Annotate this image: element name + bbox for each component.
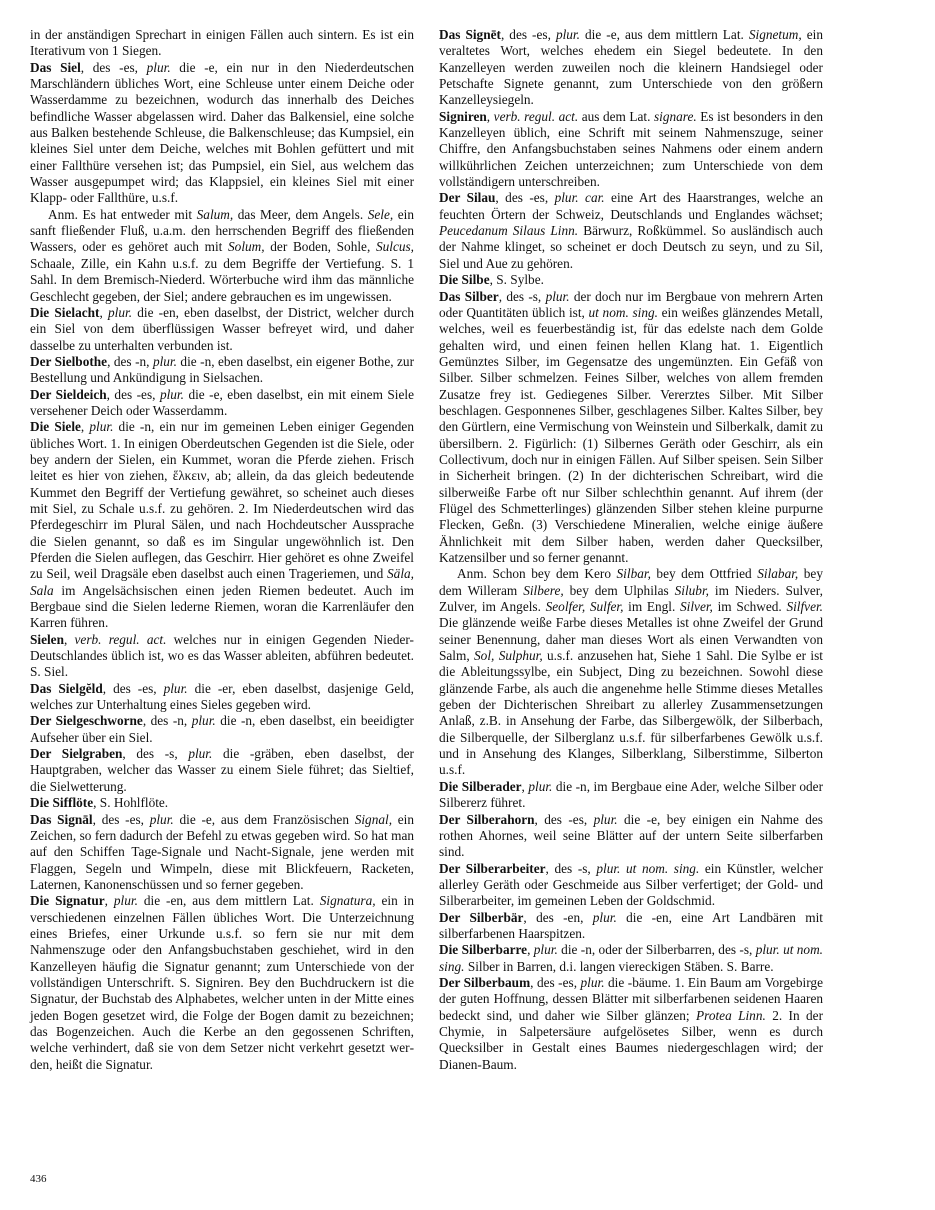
italic-term: Silbere, [523, 582, 564, 598]
headword: Der Silberahorn [439, 811, 535, 827]
right-column [439, 27, 823, 1073]
dictionary-entry [30, 632, 414, 681]
headword: Der Silau [439, 190, 496, 206]
entry-text: die -en, eben daselbst, der District, welcher durch ein Siel von dem überflüssigen Wasser befreyet wird, und daher dasselbe zu unterhalten verbunden ist. [30, 304, 414, 353]
entry-text: bey dem Willeram [439, 566, 823, 598]
italic-term: plur. [108, 304, 133, 320]
italic-term: plur. [191, 713, 216, 729]
italic-term: Peucedanum Silaus Linn. [439, 223, 579, 239]
italic-term: plur. [528, 778, 553, 794]
italic-term: plur. [159, 386, 184, 402]
headword: Das Siel [30, 59, 81, 75]
dictionary-entry [30, 419, 414, 631]
entry-text: , S. Hohlflöte. [93, 795, 169, 811]
entry-text: die -en, aus dem mittlern Lat. [137, 893, 320, 909]
italic-term: Silabar, [757, 566, 799, 582]
dictionary-entry [30, 387, 414, 420]
entry-text: die -gräben, eben daselbst, der Hauptgraben, welcher das Wasser zu einem Siele führet; das Sieltief, die Sielwetterung. [30, 746, 414, 794]
dictionary-entry [30, 795, 414, 811]
entry-text: , S. Sylbe. [489, 272, 544, 288]
entry-text: ein veraltetes Wort, welches ehedem ein Siegel bedeutete. In den Kanzelleyen werden zuweilen noch die kleinern Handsiegel oder Petschafte Signete genannt, zum Unterschiede von den größern Kanzelleysiegeln. [439, 27, 823, 108]
dictionary-entry [439, 779, 823, 812]
entry-text: , des -es, [102, 680, 164, 696]
italic-term: Signatura, [319, 893, 376, 909]
headword: Das Signēt [439, 27, 501, 42]
entry-text: , [104, 893, 114, 909]
italic-term: Salum, [196, 206, 234, 222]
dictionary-entry [439, 272, 823, 288]
entry-text: , des -n, [107, 353, 153, 369]
entry-text: ein sanft fließender Fluß, u.a.m. den herrschenden Begriff des fließenden Wassers, oder es gehöret auch mit [30, 206, 414, 255]
headword: Die Silbe [439, 272, 490, 288]
entry-text: die -e, aus dem Französischen [173, 811, 355, 827]
entry-text: , des -es, [500, 27, 556, 42]
dictionary-entry [30, 305, 414, 354]
italic-term: Silbar, [616, 566, 651, 582]
italic-term: Sele, [367, 206, 394, 222]
entry-text: die -n, ein nur im gemeinen Leben einiger Gegenden übliches Wort. 1. In einigen Oberdeutschen Gegenden ist die Siele, oder bey andern der Sielen, ein Kummet, woran die Pferde ziehen. Frisch leitet es hier von ziehen, ἕλκειν, ab; allein, da das gleich bedeutende Kummet den Begriff der Vertiefung gewähret, so scheinet auch dieses mit Siel, zu Schale u.s.f. zu gehören. 2. Im Niederdeutschen wird das Pferdegeschirr im Plural Sälen, und nach Hochdeutscher Aussprache die Sielen genannt, so daß es im Singular ungewöhnlich ist. Den Pferden die Sielen auflegen, das Geschirr. Hier gehöret es ohne Zweifel zu Seil, weil Dragsäle eben daselbst auch einen Trageriemen, und [30, 419, 414, 582]
entry-text: , des -s, [498, 288, 546, 304]
entry-text: im Angelsächsischen einen jeden Riemen bedeutet. Auch im Bergbaue sind die Sielen lederne Riemen, woran die Karrenläufer den Karren führen. [30, 582, 414, 631]
entry-text: Bärwurz, Roßkümmel. So ausländisch auch der Nahme klinget, so scheinet er doch Deutsch zu seyn, und zu Sil, Siel und Aue zu gehören. [439, 223, 823, 271]
entry-text: , des -en, [523, 909, 593, 925]
entry-text: Es ist besonders in den Kanzelleyen üblich, eine Schrift mit seinem Nahmenszuge, seiner Chiffre, den Anfangsbuchstaben seines Nahmens oder einem andern willkührlichen Zeichen unterzeichnen; zum Unterschiede von dem vollständigern unterschreiben. [439, 108, 823, 190]
dictionary-entry [439, 27, 823, 109]
entry-text: ein in verschiedenen einzelnen Fällen übliches Wort. Die Unterzeichnung eines Briefes, einer Urkunde u.s.f. so fern sie nur mit dem Nahmenszuge oder den Anfangsbuchstaben geschiehet, wird in den Kanzelleyen häufig die Signatur genannt; zum Unterschiede von der vollständigen Unterschrift. S. Signiren. Bey den Buchdruckern ist die Signatur, der Buchstab des Alphabetes, welcher unten in der Mitte eines jeden Bogen gesetzet wird, die Folge der Bogen damit zu bezeichnen; das Bogenzeichen. Auch die Kerbe an den gegossenen Schriften, welche verhindert, daß sie von dem Setzer nicht verkehrt gesetzt werden, heißt die Signatur. [30, 893, 414, 1072]
headword: Sielen [30, 631, 64, 647]
entry-text: ein Zeichen, so fern dadurch der Befehl zu etwas gegeben wird. So hat man auf den Schiffen Tage-Signale und Nacht-Signale, jene werden mit Flaggen, Segeln und Wimpeln, diese mit Blickfeuern, Racketen, Laternen, Kanonenschüssen und so ferner gegeben. [30, 811, 415, 892]
headword: Signiren [439, 108, 487, 124]
italic-term: plur. [188, 746, 213, 762]
italic-term: Sulcus, [375, 239, 414, 255]
italic-term: plur. [149, 811, 174, 827]
italic-term: Silfver. [786, 599, 823, 615]
italic-term: plur. [545, 288, 570, 304]
headword: Der Sielbothe [30, 353, 108, 369]
dictionary-entry [439, 861, 823, 910]
dictionary-entry [439, 942, 823, 975]
headword: Das Signāl [30, 811, 93, 827]
entry-text: der doch nur im Bergbaue von mehrern Arten oder Quantitäten üblich ist, [439, 288, 823, 320]
dictionary-entry [30, 893, 414, 1073]
italic-term: Protea Linn. [696, 1007, 766, 1023]
headword: Der Silberbaum [439, 974, 531, 990]
entry-text: , des -es, [495, 190, 555, 206]
entry-text: im Schwed. [712, 599, 787, 615]
entry-text: die -e, eben daselbst, ein mit einem Siele versehener Deich oder Wasserdamm. [30, 386, 414, 418]
entry-text: aus dem Lat. [578, 108, 654, 124]
entry-text: die -n, eben daselbst, ein beeidigter Aufseher über ein Siel. [30, 713, 414, 745]
entry-text: , [99, 304, 108, 320]
dictionary-entry [439, 975, 823, 1073]
dictionary-entry [30, 746, 414, 795]
italic-term: ut nom. sing. [588, 304, 658, 320]
italic-term: verb. regul. act. [74, 631, 167, 647]
headword: Der Sieldeich [30, 386, 107, 402]
left-column [30, 27, 414, 1073]
italic-term: plur. [580, 974, 605, 990]
entry-text: 2. In der Chymie, in Salpetersäure aufgelösetes Silber, wenn es durch Quecksilber in Gestalt eines Baumes niedergeschlagen wird; der Dianen-Baum. [439, 1007, 823, 1072]
italic-term: Signal, [354, 811, 393, 827]
annotation-paragraph [30, 207, 414, 305]
italic-term: Solum, [228, 239, 265, 255]
italic-term: plur. [113, 893, 138, 909]
italic-term: plur. [146, 59, 171, 75]
entry-text: die -bäume. 1. Ein Baum am Vorgebirge der guten Hoffnung, dessen Blätter mit silberfarbenen seidenen Haaren bedeckt sind, und daher wie Silber glänzen; [439, 974, 823, 1023]
dictionary-entry [30, 812, 414, 894]
headword: Das Silber [439, 288, 499, 304]
headword: Der Silberbär [439, 909, 524, 925]
entry-text: , des -es, [80, 59, 147, 75]
headword: Der Sielgeschworne [30, 713, 143, 729]
headword: Die Silberbarre [439, 942, 528, 958]
entry-text: , [486, 108, 494, 124]
italic-term: plur. [533, 942, 558, 958]
headword: Die Sielacht [30, 304, 100, 320]
italic-term: plur. ut nom. sing. [439, 942, 824, 974]
italic-term: signare. [653, 108, 697, 124]
dictionary-entry [30, 681, 414, 714]
italic-term: Silubr, [674, 582, 709, 598]
headword: Die Signatur [30, 893, 105, 909]
dictionary-entry [439, 109, 823, 191]
entry-text: Anm. Schon bey dem Kero [457, 566, 617, 582]
dictionary-entry [30, 713, 414, 746]
italic-term: plur. [593, 811, 618, 827]
entry-text: , des -s, [545, 860, 597, 876]
entry-text: Anm. Es hat entweder mit [48, 206, 197, 222]
entry-text: , des -s, [122, 746, 189, 762]
entry-text: Die glänzende weiße Farbe dieses Metalles ist ohne Zweifel der Grund seiner Benennung, daher man dieses Wort als einen Verwandten von Salm, [439, 615, 823, 664]
entry-text: ein Künstler, welcher allerley Geräth oder Geschmeide aus Silber verfertiget; der Gold- und Silberarbeiter, im gemeinen Leben der Goldschmid. [439, 860, 824, 909]
italic-term: Sol, Sulphur, [474, 648, 543, 664]
entry-text: im Engl. [623, 599, 681, 615]
entry-text: der Boden, Sohle, [264, 239, 376, 255]
italic-term: plur. car. [554, 190, 605, 206]
page-number: 436 [30, 1173, 47, 1185]
entry-text: die -en, eine Art Landbären mit silberfarbenen Haarspitzen. [439, 909, 823, 941]
entry-text: , [521, 778, 529, 794]
entry-text: , [80, 419, 90, 435]
entry-text: die -n, eben daselbst, ein eigener Bothe, zur Bestellung und Ankündigung in Sielsachen. [30, 353, 414, 386]
italic-term: plur. [163, 680, 188, 696]
headword: Die Sifflöte [30, 795, 94, 811]
entry-text: , des -es, [530, 974, 581, 990]
entry-text: Schaale, Zille, ein Kahn u.s.f. zu dem Begriffe der Vertiefung. S. 1 Sahl. In dem Bremisch-Niederd. Wörterbuche wird ihm das männliche Geschlecht gegeben, der Siel; andere gebrauchen es im ungewissen. [30, 255, 414, 304]
headword: Die Siele [30, 419, 81, 435]
entry-text: , des -es, [106, 386, 160, 402]
entry-text: , des -es, [92, 811, 150, 827]
headword: Die Silberader [439, 778, 522, 794]
entry-text: die -e, bey einigen ein Nahme des rothen Ahornes, weil seine Blätter auf der untern Seite silberfarben sind. [439, 811, 823, 860]
entry-text: , des -es, [534, 811, 594, 827]
entry-text: bey dem Ulphilas [563, 582, 675, 598]
entry-text: , [63, 631, 75, 647]
dictionary-entry [439, 812, 823, 861]
entry-text: u.s.f. anzusehen hat, Siehe 1 Sahl. Die Sylbe er ist die Ableitungssylbe, ein Subject, Ding zu bezeichnen. Sowohl diese glänzende Farbe, als auch die angenehme helle Stimme dieses Metalles geben der Dichterischen Shreibart zu allerley Zusammensetzungen Anlaß, z.B. in Ansehung der Farbe, das Silbergewölk, der Silberbach, die Silberquelle, der Silberglanz u.s.f. für silberfarbenes Gewölk u.s.f. und in Ansehung des Klanges, Silberklang, Silberstimme, Silberton u.s.f. [439, 648, 823, 778]
dictionary-entry [30, 354, 414, 387]
dictionary-entry [30, 27, 414, 60]
dictionary-entry [439, 289, 823, 567]
headword: Das Sielgĕld [30, 680, 103, 696]
entry-text: im Nieders. Sulver, Zulver, im Angels. [439, 582, 823, 615]
dictionary-entry [439, 190, 823, 272]
entry-text: die -er, eben daselbst, dasjenige Geld, welches zur Unterhaltung eines Sieles gegeben wird. [30, 680, 414, 713]
italic-term: Signetum, [748, 27, 802, 42]
entry-text: Silber in Barren, d.i. langen viereckigen Stäben. S. Barre. [464, 958, 774, 974]
dictionary-entry [439, 910, 823, 943]
entry-text: das Meer, dem Angels. [233, 206, 368, 222]
entry-text: welches nur in einigen Gegenden Nieder-Deutschlandes üblich ist, wo es das Wasser ableiten, abführen bedeutet. S. Siel. [30, 631, 414, 680]
entry-text: die -e, ein nur in den Niederdeutschen Marschländern übliches Wort, eine Schleuse unter einem Deiche oder Wasserdamme zu bezeichnen, wodurch das innerhalb des Deiches befindliche Wasser abgelassen wird. Daher das Balkensiel, eine solche aus Balken bestehende Schleuse, die Balkenschleuse; das Kumpsiel, ein kleines Siel unter dem Deiche, welches mit Bohlen gefüttert und mit einer Fallthüre versehen ist; das Pumpsiel, ein Siel, aus welchem das Wasser ausgepumpet wird; das Klappsiel, ein kleines Siel mit einer Klapp- oder Fallthüre, u.s.f. [30, 59, 414, 206]
italic-term: Silver, [680, 599, 713, 615]
entry-text: die -e, aus dem mittlern Lat. [579, 27, 749, 42]
headword: Der Silberarbeiter [439, 860, 546, 876]
italic-term: plur. [152, 353, 177, 369]
entry-text: bey dem Ottfried [650, 566, 758, 582]
italic-term: Säla, Sala [30, 566, 414, 598]
entry-text: die -n, im Bergbaue eine Ader, welche Silber oder Silbererz führet. [439, 778, 824, 811]
italic-term: plur. [89, 419, 114, 435]
entry-text: in der anständigen Sprechart in einigen Fällen auch sintern. Es ist ein Iterativum von 1 Siegen. [30, 27, 414, 59]
entry-text: die -n, oder der Silberbarren, des -s, [557, 942, 756, 958]
entry-text: , [527, 942, 534, 958]
italic-term: plur. ut nom. sing. [596, 860, 700, 876]
italic-term: verb. regul. act. [493, 108, 579, 124]
entry-text: eine Art des Haarstranges, welche an feuchten Örtern der Schweiz, Deutschlands und Englandes wächset; [439, 190, 823, 222]
entry-text: ein weißes glänzendes Metall, welches, weil es feuerbeständig ist, für das edelste nach dem Golde gehalten wird, und einen feinen hellen Klang hat. 1. Eigentlich Gemünztes Silber, im Gegensatze des ungemünzten. Ein Gefäß von Silber. Silber schmelzen. Feines Silber, welches von allem fremden Zusatze frey ist. Gediegenes Silber. Vererztes Silber. Mit Silber beschlagen. Gesponnenes Silber, geschlagenes Silber. Kaltes Silber, bey den Gürtlern, eine Vermischung von Weinstein und Silberkalk, damit zu übersilbern. 2. Figürlich: (1) Silbernes Geräth oder Geschirr, als ein Collectivum, doch nur in einigen Fällen. Auf Silber speisen. Sein Silber in Sicherheit bringen. (2) In der dichterischen Schreibart, wird die silberweiße Farbe oft nur Silber schlechthin genannt. Auf ihrem (der Flügel des Schmetterlinges) glänzenden Silber stehen kleine purpurne Flecken, Geßn. (3) Verschiedene Mineralien, welche einige äußere Ähnlichkeit mit dem Silber haben, werden daher Quecksilber, Katzensilber und so ferner genannt. [439, 304, 823, 565]
annotation-paragraph [439, 566, 823, 778]
italic-term: plur. [555, 27, 580, 42]
dictionary-entry [30, 60, 414, 207]
headword: Der Sielgraben [30, 746, 123, 762]
entry-text: , des -n, [142, 713, 192, 729]
italic-term: Seolfer, Sulfer, [545, 599, 624, 615]
italic-term: plur. [592, 909, 617, 925]
